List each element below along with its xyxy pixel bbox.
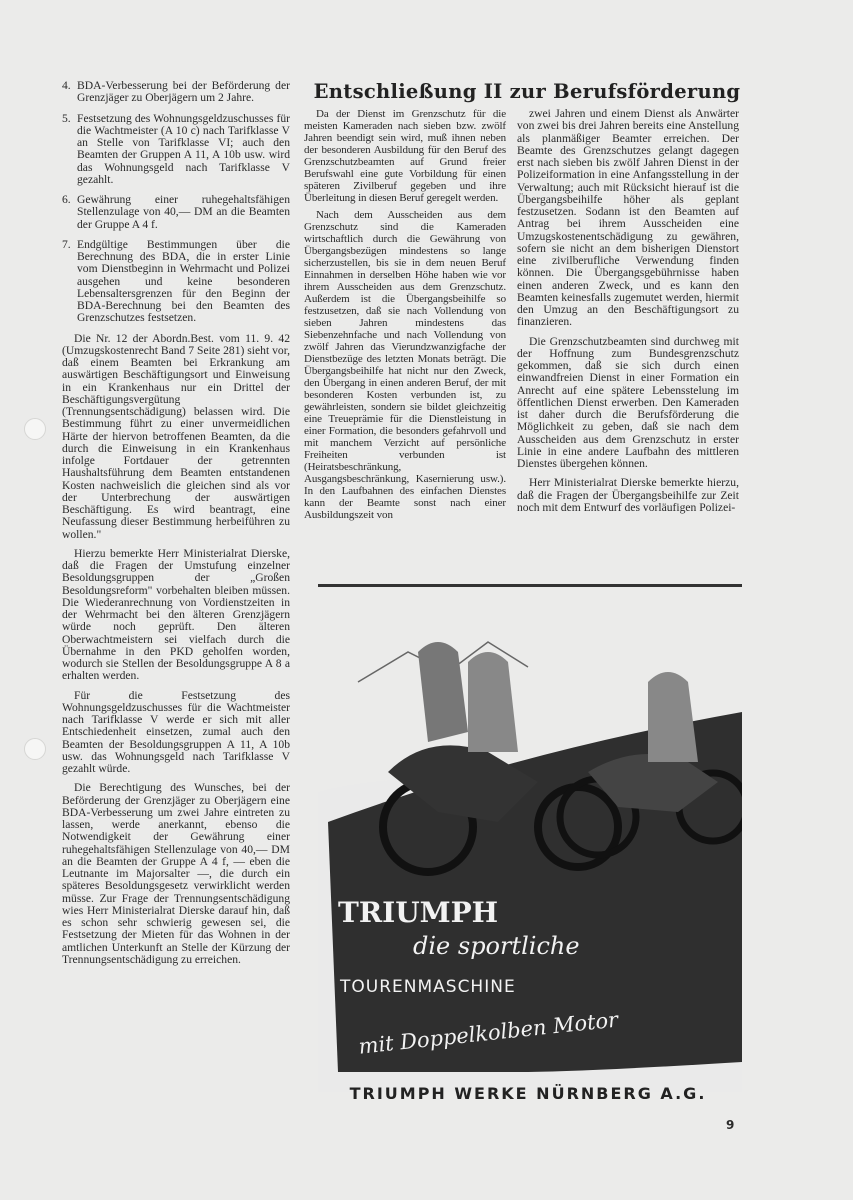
list-item: 5. Festsetzung des Wohnungsgeldzuschusses für die Wachtmeister (A 10 c) nach Tarifklasse V an Stelle von Tarifklasse VI; auch den Beamten der Gruppen A 11, A 10b usw. wird das Wohnungsgeld nach Tarifklasse V gezahlt. — [62, 111, 290, 186]
demands-list — [62, 80, 290, 325]
paragraph: Die Nr. 12 der Abordn.Best. vom 11. 9. 42 (Umzugskostenrecht Band 7 Seite 281) sieht vor, daß einem Beamten bei Erkrankung am auswärtigen Beschäftigungsort und Einweisung in ein Krankenhaus nur ein Drittel der Beschäftigungsvergütung (Trennungsentschädigung) belassen wird. Die Bestimmung führt zu einer unvermeidlichen Härte der hiervon betroffenen Beamten, da die durch die Einweisung in ein Krankenhaus infolge Fortdauer der getrennten Haushaltsführung dem Beamten entstandenen Kosten nachweislich die gleichen sind als vor der Unterbrechung der auswärtigen Beschäftigung. Es wird beantragt, eine Neufassung dieser Bestimmung herbeiführen zu wollen." — [62, 331, 290, 541]
left-column — [62, 80, 290, 973]
paragraph: Hierzu bemerkte Herr Ministerialrat Dierske, daß die Fragen der Umstufung einzelner Besoldungsgruppen der „Großen Besoldungsreform" vorbehalten bleiben müssen. Die Wiederanrechnung von Vordienstzeiten in der Wehrmacht bei den älteren Grenzjägern würde noch geprüft. Den älteren Oberwachtmeistern sei vielfach durch die Übernahme in den PKD geholfen worden, wodurch sie Stellen der Besoldungsgruppe A 8 a erhalten werden. — [62, 546, 290, 683]
punch-hole — [24, 418, 46, 440]
article-title: Entschließung II zur Berufsförderung — [313, 80, 741, 103]
rider — [418, 642, 468, 742]
middle-column — [304, 108, 506, 526]
slogan-line-1: die sportliche — [413, 932, 580, 960]
paragraph: Für die Festsetzung des Wohnungsgeldzuschusses für die Wachtmeister nach Tarifklasse V werde er sich mit aller Entschiedenheit einsetzen, zumal auch den Beamten der Besoldungsgruppen A 11, A 10b usw. das Wohnungsgeld nach Tarifklasse V gezahlt würde. — [62, 688, 290, 775]
motorcycle-illustration — [318, 592, 742, 1092]
right-column — [517, 108, 739, 521]
rider — [648, 672, 698, 762]
punch-hole — [24, 738, 46, 760]
paragraph: Nach dem Ausscheiden aus dem Grenzschutz sind die Kameraden wirtschaftlich durch die Gewährung von Übergangsbezügen mindestens so lange sicherzustellen, bis sie in dem neuen Beruf Einnahmen in derselben Höhe haben wie vor ihrem Ausscheiden aus dem Grenzschutz. Außerdem ist die Übergangsbeihilfe so festzusetzen, daß sie nach Vollendung von sieben Jahren mindestens das Siebenzehnfache und nach Vollendung von zwölf Jahren das Vierundzwanzigfache der Dienstbezüge des letzten Monats beträgt. Die Übergangsbeihilfe hat nicht nur den Zweck, den Übergang in einen anderen Beruf, der mit besonderen Kosten verbunden ist, zu gewährleisten, sondern sie bildet gleichzeitig eine Treueprämie für die Dienstleistung in einer Formation, die besonders gefahrvoll und mit manchem Verzicht auf persönliche Freiheiten verbunden ist (Heiratsbeschränkung, Ausgangsbeschränkung, Kasernierung usw.). In den Laufbahnen des einfachen Dienstes kann der Beamte sonst nach einer Ausbildungszeit von — [304, 209, 506, 521]
triumph-advertisement — [318, 592, 742, 1092]
slogan-line-3: mit Doppelkolben Motor — [357, 1007, 620, 1059]
list-item: 7. Endgültige Bestimmungen über die Berechnung des BDA, die in erster Linie vom Dienstbeginn in Wehrmacht und Polizei ausgehen und keine besonderen Lebensaltersgrenzen für den Beginn der BDA-Berechnung bei den Beamten des Grenzschutzes festsetzen. — [62, 237, 290, 325]
paragraph: Die Berechtigung des Wunsches, bei der Beförderung der Grenzjäger zu Oberjägern eine BDA-Verbesserung um zwei Jahre eintreten zu lassen, werde anerkannt, ebenso die Notwendigkeit der Gewährung einer ruhegehaltsfähigen Stellenzulage von 40,— DM an die Beamten der Gruppe A 4 f, — eben die Leutnante im Majorsalter —, die durch ein späteres Besoldungsgesetz verwirklicht werden müsse. Zur Frage der Trennungsentschädigung wies Herr Ministerialrat Dierske darauf hin, daß es schon sehr schwierig gewesen sei, die Festsetzung der Mieten für das Wohnen in der amtlichen Unterkunft an Stelle der Kürzung der Trennungsentschädigung zu erreichen. — [62, 781, 290, 966]
page-number: 9 — [726, 1118, 735, 1132]
slogan-line-2: TOURENMASCHINE — [340, 977, 516, 997]
paragraph: Da der Dienst im Grenzschutz für die meisten Kameraden nach sieben bzw. zwölf Jahren beendigt sein wird, muß ihnen neben der besonderen Ausbildung für den Beruf des Grenzschutzbeamten auf Grund freier Berufswahl eine gute Vorbildung für einen späteren Zivilberuf gegeben und ihre Überleitung in diesen Beruf geregelt werden. — [304, 108, 506, 204]
paragraph: Herr Ministerialrat Dierske bemerkte hierzu, daß die Fragen der Übergangsbeihilfe zur Zeit noch mit dem Entwurf des vorläufigen Polizei- — [517, 476, 739, 514]
list-item: 6. Gewährung einer ruhegehaltsfähigen Stellenzulage von 40,— DM an die Beamten der Gruppe A 4 f. — [62, 193, 290, 231]
list-item: 4. BDA-Verbesserung bei der Beförderung der Grenzjäger zu Oberjägern um 2 Jahre. — [62, 79, 290, 105]
paragraph: Die Grenzschutzbeamten sind durchweg mit der Hoffnung zum Bundesgrenzschutz gekommen, daß sie sich durch einen einwandfreien Dienst in einer Formation ein Anrecht auf eine spätere Lebensstelung im öffentlichen Dienst erwerben. Den Kameraden ist daher durch die Berufsförderung die Möglichkeit zu geben, daß sie nach dem Ausscheiden aus dem Grenzschutz in erster Linie in eine andere Laufbahn des mittleren Dienstes übergehen können. — [517, 334, 739, 470]
advertiser-name: TRIUMPH WERKE NÜRNBERG A.G. — [349, 1084, 707, 1103]
brand-logo: TRIUMPH — [338, 896, 499, 929]
paragraph: zwei Jahren und einem Dienst als Anwärter von zwei bis drei Jahren bereits eine Anstellung als planmäßiger Beamter erreichen. Der Beamte des Grenzschutzes gelangt dagegen erst nach sieben bis zwölf Jahren Dienst in der Polizeiformation in eine Anfangsstellung in der Verwaltung; auch mit Rücksicht hierauf ist die Übergangsbeihilfe höher als geplant festzusetzen. Sodann ist den Beamten auf Antrag bei ihrem Ausscheiden eine Umzugskostenentschädigung zu gewähren, sofern sie nicht an dem bisherigen Dienstort eine zivilberufliche Verwendung finden können. Die Übergangsgebührnisse haben einen anderen Zweck, und es kann den Beamten keinesfalls zugemutet werden, hiermit den Umzug an den Beschäftigungsort zu finanzieren. — [517, 107, 739, 329]
rider — [468, 652, 518, 752]
divider — [318, 584, 742, 587]
